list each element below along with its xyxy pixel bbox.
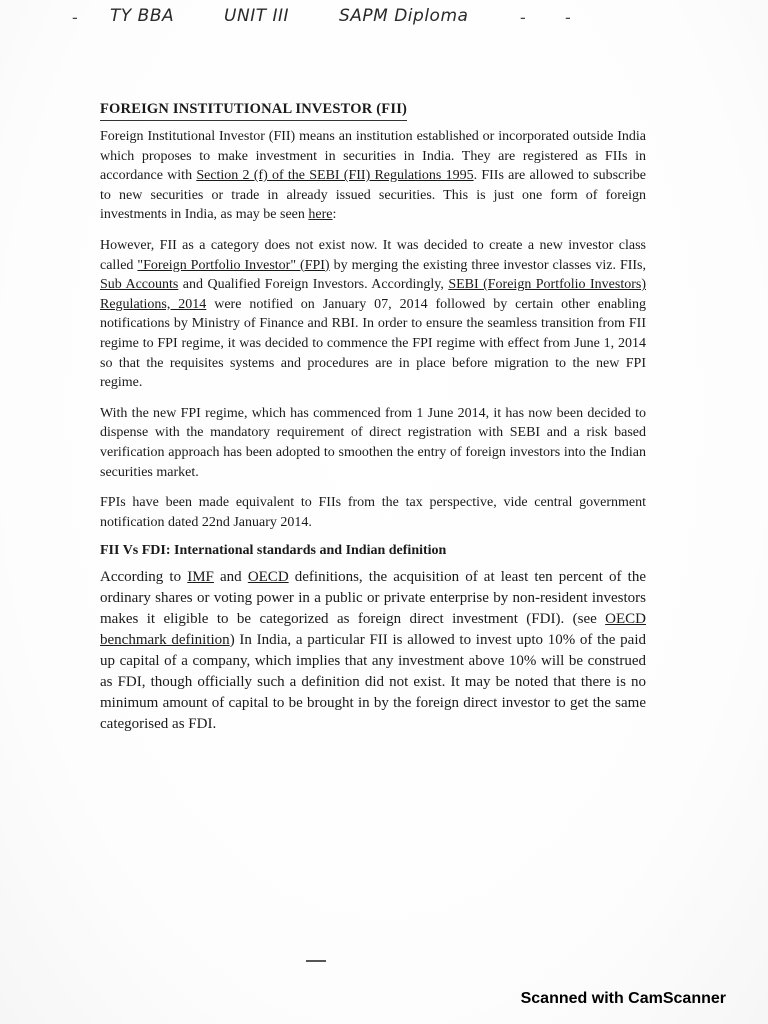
handwritten-subject: SAPM Diploma [338, 6, 469, 26]
page-footer-dash [306, 960, 326, 962]
section-heading-fii-vs-fdi: FII Vs FDI: International standards and Indian definition [100, 543, 447, 559]
handwritten-unit: UNIT III [224, 6, 290, 26]
paragraph-tax-perspective: FPIs have been made equivalent to FIIs from the tax perspective, vide central government notification dated 22nd January 2014. [100, 495, 646, 530]
link-fpi[interactable]: "Foreign Portfolio Investor" (FPI) [137, 257, 330, 273]
link-sub-accounts[interactable]: Sub Accounts [100, 277, 179, 293]
link-sebi-fpi-regulations[interactable]: SEBI (Foreign Portfolio Investors) Regulations, 2014 [100, 277, 646, 312]
handwritten-tick-left: - [72, 8, 78, 27]
paragraph-new-fpi-regime: With the new FPI regime, which has commenced from 1 June 2014, it has now been decided to dispense with the mandatory requirement of direct registration with SEBI and a risk based verification approach has been adopted to smoothen the entry of foreign investors into the Indian securities market. [100, 405, 646, 480]
handwritten-course: TY BBA [110, 6, 175, 26]
link-imf[interactable]: IMF [187, 569, 214, 586]
handwritten-tick-mid: - [520, 8, 526, 27]
paragraph-fpi-introduction: However, FII as a category does not exist now. It was decided to create a new investor class called "Foreign Portfolio Investor" (FPI) by merging the existing three investor classes viz. FIIs, Sub Accounts and Qualified Foreign Investors. Accordingly, SEBI (Foreign Portfolio Investors) Regulations, 2014 were notified on January 07, 2014 followed by certain other enabling notifications by Ministry of Finance and RBI. In order to ensure the seamless transition from FII regime to FPI regime, it was decided to commence the FPI regime with effect from June 1, 2014 so that the requisites systems and procedures are in place before migration to the new FPI regime. [100, 237, 647, 391]
link-oecd[interactable]: OECD [247, 569, 289, 586]
link-oecd-benchmark-definition[interactable]: OECD benchmark definition [100, 611, 646, 649]
document-body [100, 100, 646, 746]
handwritten-tick-right: - [565, 8, 571, 27]
paragraph-fdi-definition: According to IMF and OECD definitions, the acquisition of at least ten percent of the ordinary shares or voting power in a public or private enterprise by non-resident investors makes it eligible to be categorized as foreign direct investment (FDI). (see OECD benchmark definition) In India, a particular FII is allowed to invest upto 10% of the paid up capital of a company, which implies that any investment above 10% will be construed as FDI, though officially such a definition did not exist. It may be noted that there is no minimum amount of capital to be brought in by the foreign direct investor to get the same categorised as FDI. [100, 569, 647, 733]
camscanner-watermark: Scanned with CamScanner [520, 990, 726, 1007]
handwritten-header [110, 6, 512, 26]
link-sebi-fii-regulations[interactable]: Section 2 (f) of the SEBI (FII) Regulations 1995 [196, 168, 474, 184]
document-title: FOREIGN INSTITUTIONAL INVESTOR (FII) [100, 101, 407, 121]
paragraph-fii-definition: Foreign Institutional Investor (FII) means an institution established or incorporated outside India which proposes to make investment in securities in India. They are registered as FIIs in accordance with Section 2 (f) of the SEBI (FII) Regulations 1995. FIIs are allowed to subscribe to new securities or trade in already issued securities. This is just one form of foreign investments in India, as may be seen here: [100, 129, 646, 223]
link-here[interactable]: here [308, 207, 333, 223]
